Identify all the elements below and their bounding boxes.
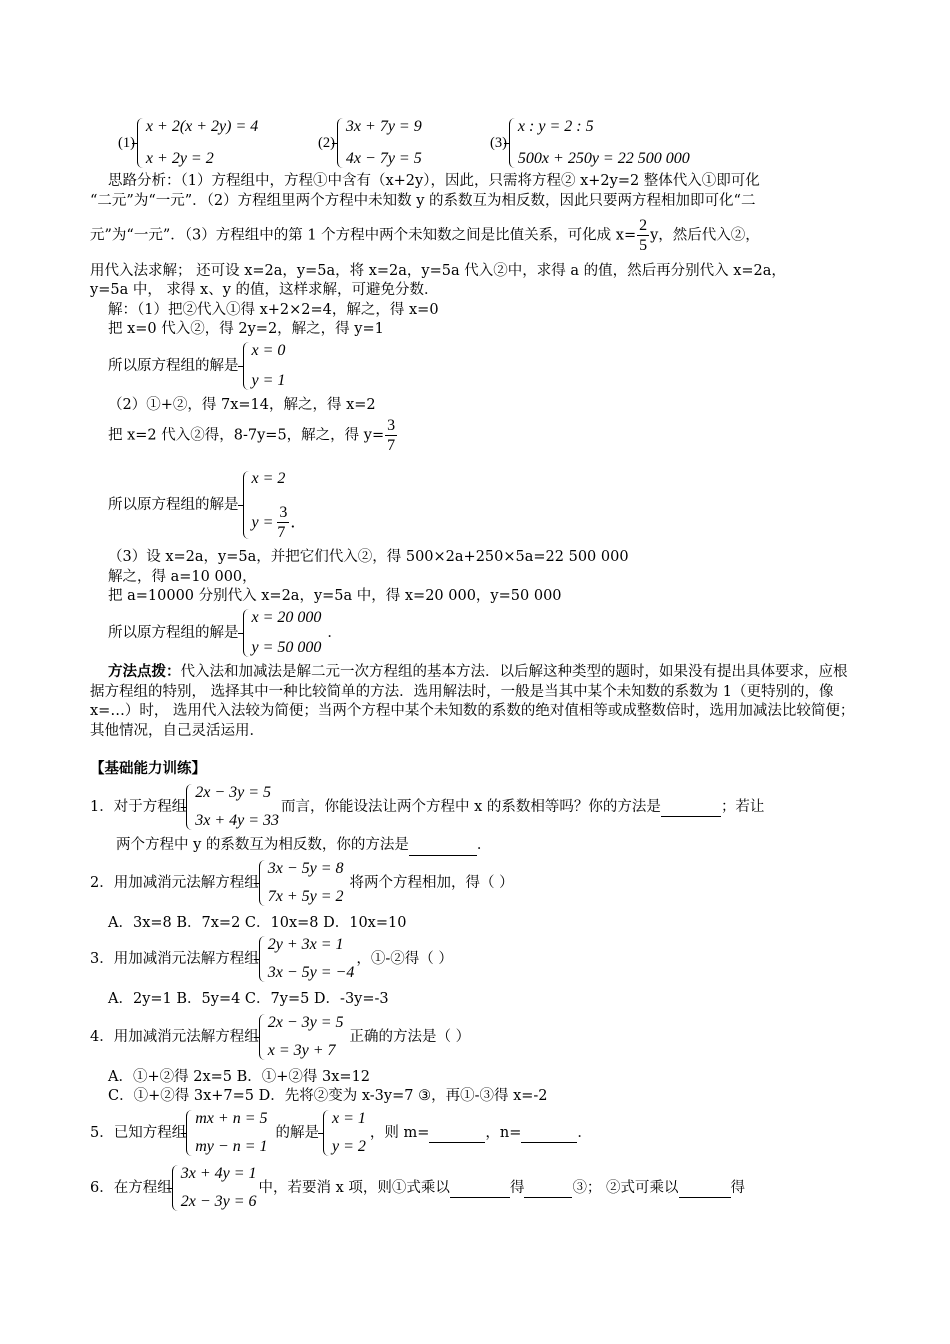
system-1	[118, 116, 258, 170]
answer-prefix: 所以原方程组的解是	[108, 357, 239, 374]
equation: x : y = 2 : 5	[517, 118, 594, 135]
question-text: 6．在方程组	[90, 1179, 172, 1196]
numerator: 3	[385, 416, 397, 436]
question-3	[90, 934, 453, 984]
system-label: (2)	[318, 134, 335, 151]
fraction	[385, 416, 397, 455]
question-text: ．	[577, 1124, 592, 1141]
question-text: 将两个方程相加，得（ ）	[349, 874, 514, 891]
question-text: 而言，你能设法让两个方程中 x 的系数相等吗？你的方法是	[281, 798, 661, 815]
answer-blank[interactable]	[409, 836, 477, 856]
left-brace-icon	[243, 471, 249, 539]
question-text: 4．用加减消元法解方程组	[90, 1028, 259, 1045]
solution-line-4	[108, 416, 398, 455]
equation: x = 20 000	[251, 609, 322, 626]
period: ．	[290, 513, 307, 531]
question-text: 得	[730, 1179, 746, 1196]
solution-text: 把 x=2 代入②得，8-7y=5，解之，得 y=	[108, 427, 385, 444]
question-text: ③； ②式可乘以	[572, 1179, 679, 1196]
equation: y = 1	[251, 372, 286, 390]
left-brace-icon	[323, 1110, 329, 1156]
training-heading: 【基础能力训练】	[90, 760, 206, 777]
system-3	[490, 116, 690, 170]
left-brace-icon	[259, 860, 265, 906]
equation	[252, 503, 307, 542]
left-brace-icon	[243, 609, 249, 657]
question-3-options: A．2y=1 B．5y=4 C．7y=5 D．-3y=-3	[108, 991, 389, 1007]
equation: 7x + 5y = 2	[267, 888, 344, 906]
equation: my − n = 1	[195, 1138, 268, 1156]
solution-line-7: 把 a=10000 分别代入 x=2a，y=5a 中，得 x=20 000，y=50 000	[108, 588, 562, 604]
question-text: 正确的方法是（ ）	[349, 1028, 471, 1045]
answer-blank[interactable]	[429, 1123, 485, 1143]
answer-blank[interactable]	[661, 797, 721, 817]
solution-line-5: （3）设 x=2a，y=5a，并把它们代入②，得 500×2a+250×5a=22 500 000	[108, 549, 629, 565]
equation: x = 1	[331, 1110, 366, 1127]
question-text: ，①-②得（ ）	[356, 950, 453, 967]
answer-blank[interactable]	[679, 1178, 731, 1198]
left-brace-icon	[509, 118, 515, 168]
equation: 4x − 7y = 5	[345, 150, 422, 168]
left-brace-icon	[186, 1110, 192, 1156]
left-brace-icon	[137, 118, 143, 168]
tips-text: 代入法和加减法是解二元一次方程组的基本方法．以后解这种类型的题时，如果没有提出具体要求，应根据方程组的特别， 选择其中一种比较简单的方法．选用解法时，一般是当其中某个未知数的系数为 1（更特别的，像 x=…）时， 选用代入法较为简便；当两个方程中某个未知数的系数的绝对值相等或成整数倍时，选用加减法比较简便；其他情况，自己灵活运用．	[90, 664, 855, 739]
question-text: 中，若要消 x 项，则①式乘以	[258, 1179, 450, 1196]
answer-blank[interactable]	[450, 1178, 510, 1198]
question-text: 1．对于方程组	[90, 798, 187, 815]
question-text: ．	[476, 837, 492, 853]
analysis-line-1: 思路分析：（1）方程组中，方程①中含有（x+2y），因此，只需将方程② x+2y=2 整体代入①即可化	[108, 173, 760, 189]
question-text: 得	[509, 1179, 525, 1196]
equation: 3x − 5y = 8	[267, 860, 344, 877]
left-brace-icon	[243, 342, 249, 390]
answer-prefix: 所以原方程组的解是	[108, 624, 239, 641]
tips-label: 方法点拨：	[108, 663, 181, 680]
question-text: 的解是	[275, 1124, 319, 1141]
equation: mx + n = 5	[195, 1110, 268, 1127]
solution-line-2: 把 x=0 代入②，得 2y=2，解之，得 y=1	[108, 321, 384, 337]
question-1	[90, 782, 764, 832]
period: ．	[327, 624, 342, 641]
solution-line-6: 解之，得 a=10 000，	[108, 569, 257, 585]
denominator: 7	[387, 437, 396, 455]
equation-text: y =	[251, 513, 274, 531]
question-2-options: A．3x=8 B．7x=2 C．10x=8 D．10x=10	[108, 915, 407, 931]
fraction	[637, 216, 649, 255]
equation: x = 0	[251, 342, 286, 359]
question-6	[90, 1163, 745, 1213]
question-2	[90, 858, 514, 908]
equation: 2x − 3y = 5	[195, 784, 272, 801]
question-4	[90, 1012, 470, 1062]
solution-line-3: （2）①+②，得 7x=14，解之，得 x=2	[108, 397, 376, 413]
answer-blank[interactable]	[521, 1123, 577, 1143]
equation: y = 2	[331, 1138, 366, 1156]
answer-2	[108, 468, 306, 542]
answer-1	[108, 340, 285, 392]
solution-line-1: 解：（1）把②代入①得 x+2×2=4，解之，得 x=0	[108, 302, 439, 318]
system-2	[318, 116, 422, 170]
equation: y = 50 000	[251, 639, 322, 657]
system-label: (1)	[118, 134, 135, 151]
equation: x + 2y = 2	[145, 150, 214, 168]
left-brace-icon	[172, 1165, 178, 1211]
answer-3	[108, 607, 342, 659]
analysis-line-2: “二元”为“一元”．（2）方程组里两个方程中未知数 y 的系数互为相反数，因此只要两方程相加即可化“二	[90, 193, 756, 209]
question-4-options-ab: A．①+②得 2x=5 B．①+②得 3x=12	[108, 1069, 371, 1085]
question-5	[90, 1108, 592, 1158]
question-text: ；若让	[720, 798, 765, 815]
analysis-text: y，然后代入②，	[650, 227, 760, 244]
left-brace-icon	[259, 936, 265, 982]
question-text: 3．用加减消元法解方程组	[90, 950, 259, 967]
equation: x = 2	[251, 470, 286, 487]
method-tips	[90, 662, 860, 741]
analysis-line-4: 用代入法求解； 还可设 x=2a，y=5a，将 x=2a，y=5a 代入②中，求得 a 的值，然后再分别代入 x=2a，	[90, 263, 786, 279]
fraction	[277, 503, 289, 542]
equation: 2y + 3x = 1	[267, 936, 344, 953]
denominator: 5	[639, 237, 648, 255]
system-label: (3)	[490, 134, 507, 151]
equation: 3x + 7y = 9	[345, 118, 422, 135]
equation: 3x + 4y = 33	[195, 812, 280, 830]
equation: 3x + 4y = 1	[180, 1165, 257, 1182]
equation: 500x + 250y = 22 500 000	[517, 150, 690, 168]
left-brace-icon	[186, 784, 192, 830]
question-text: ，n=	[485, 1124, 522, 1141]
left-brace-icon	[259, 1014, 265, 1060]
equation: 2x − 3y = 5	[267, 1014, 344, 1031]
numerator: 3	[277, 503, 289, 523]
question-text: 5．已知方程组	[90, 1124, 187, 1141]
answer-prefix: 所以原方程组的解是	[108, 496, 239, 513]
denominator: 7	[277, 523, 286, 541]
equation: x = 3y + 7	[267, 1042, 336, 1060]
equation: 3x − 5y = −4	[267, 964, 355, 982]
question-text: ，则 m=	[369, 1124, 430, 1141]
answer-blank[interactable]	[524, 1178, 572, 1198]
analysis-text: 元”为“一元”．（3）方程组中的第 1 个方程中两个未知数之间是比值关系，可化成 x=	[90, 227, 637, 244]
numerator: 2	[637, 216, 649, 236]
equation: 2x − 3y = 6	[180, 1193, 257, 1211]
question-1-line-2	[116, 836, 491, 856]
question-4-options-cd: C．①+②得 3x+7=5 D．先将②变为 x-3y=7 ③，再①-③得 x=-2	[108, 1088, 548, 1104]
left-brace-icon	[337, 118, 343, 168]
question-text: 两个方程中 y 的系数互为相反数，你的方法是	[116, 837, 409, 853]
equation: x + 2(x + 2y) = 4	[145, 118, 259, 135]
analysis-line-5: y=5a 中， 求得 x、y 的值，这样求解，可避免分数．	[90, 282, 439, 298]
analysis-line-3	[90, 216, 760, 255]
question-text: 2．用加减消元法解方程组	[90, 874, 259, 891]
